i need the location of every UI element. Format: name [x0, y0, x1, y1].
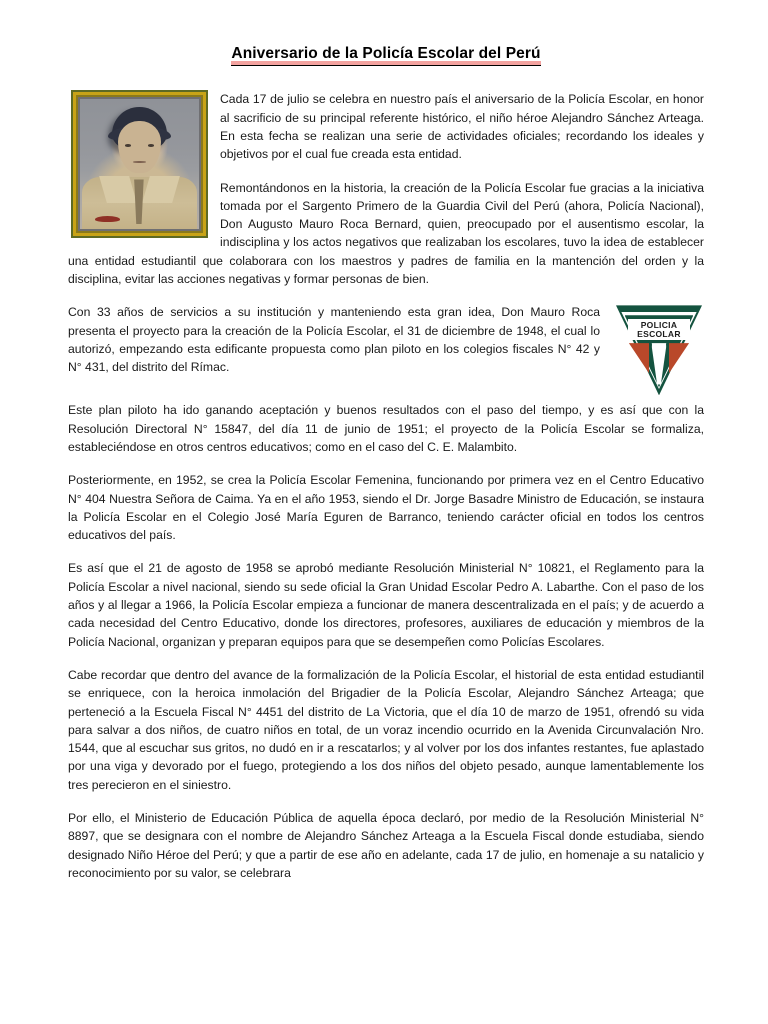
portrait-uniform	[82, 177, 196, 229]
paragraph: Remontándonos en la historia, la creación de la Policía Escolar fue gracias a la iniciativa tomada por el Sargento Primero de la Guardia Civil del Perú (ahora, Policía Nacional), Don Augusto Mauro Roca Bernard, quien, preocupado por el ausentismo escolar, la indisciplina y los actos negativos que realizaban los escolares, tuvo la idea de establecer una entidad estudiantil que colaborara con los maestros y padres de familia en la mantención del orden y la disciplina, evitar las acciones negativas y formar personas de bien.	[68, 180, 704, 287]
logo-wing-right	[669, 343, 689, 374]
document-content	[68, 44, 704, 882]
portrait-photo	[73, 92, 206, 236]
paragraph: Este plan piloto ha ido ganando aceptación y buenos resultados con el paso del tiempo, y es así que con la Resolución Directoral N° 15847, del día 11 de junio de 1951; el proyecto de la Policía Escolar se formaliza, estableciéndose en otros centros educativos; como en el caso del C. E. Malambito.	[68, 403, 704, 454]
portrait-badge-icon	[95, 216, 120, 222]
paragraph: Por ello, el Ministerio de Educación Pública de aquella época declaró, por medio de la Resolución Ministerial N° 8897, que se designara con el nombre de Alejandro Sánchez Arteaga a la Escuela Fiscal donde estudiaba, siendo designado Niño Héroe del Perú; y que a partir de ese año en adelante, cada 17 de julio, en homenaje a su natalicio y reconocimiento por su valor, se celebrara	[68, 810, 704, 880]
paragraph: Posteriormente, en 1952, se crea la Policía Escolar Femenina, funcionando por primera vez en el Centro Educativo N° 404 Nuestra Señora de Caima. Ya en el año 1953, siendo el Dr. Jorge Basadre Ministro de Educación, se instaura la Policía Escolar en el Colegio José María Eguren de Barranco, teniendo carácter oficial en todos los centros educativos del país.	[68, 473, 704, 543]
logo-wing-left	[629, 343, 649, 374]
paragraph: Cabe recordar que dentro del avance de la formalización de la Policía Escolar, el historial de esta entidad estudiantil se enriquece, con la heroica inmolación del Brigadier de la Policía Escolar, Alejandro Sánchez Arteaga; que perteneció a la Escuela Fiscal N° 4451 del distrito de La Victoria, que el día 10 de marzo de 1951, ofrendó su vida para salvar a dos niños, de cuatro niños en total, de un voraz incendio ocurrido en la Avenida Circunvalación Nro. 1544, que al escuchar sus gritos, no dudó en ir a rescatarlos; y al volver por los dos infantes restantes, fue aplastado por una viga y devorado por el fuego, protegiendo a los dos niños del objeto pesado, aunque lamentablemente los tres perecieron en el siniestro.	[68, 667, 704, 792]
portrait-collar-left	[99, 176, 136, 203]
float-clear	[68, 392, 704, 402]
policia-escolar-logo-icon	[616, 305, 702, 395]
page-title	[68, 44, 704, 66]
page-title-text: Aniversario de la Policía Escolar del Perú	[231, 44, 540, 66]
portrait-collar-right	[142, 176, 179, 203]
portrait-frame-inner	[76, 95, 203, 233]
portrait-eye-left	[125, 144, 131, 147]
paragraph: Es así que el 21 de agosto de 1958 se aprobó mediante Resolución Ministerial N° 10821, el Reglamento para la Policía Escolar a nivel nacional, siendo su sede oficial la Gran Unidad Escolar Pedro A. Labarthe. Con el paso de los años y al llegar a 1966, la Policía Escolar empieza a funcionar de manera descentralizada en el país; y de acuerdo a cada necesidad del Centro Educativo, donde los directores, profesores, auxiliares de educación y miembros de la Policía Nacional, organizan y preparan equipos para que se desempeñen como Policías Escolares.	[68, 561, 704, 649]
logo-text-band	[628, 319, 690, 341]
portrait-mouth	[133, 161, 147, 163]
logo-line-1: POLICIA	[640, 320, 678, 331]
logo-line-2: ESCOLAR	[637, 328, 681, 339]
paragraph: Cada 17 de julio se celebra en nuestro país el aniversario de la Policía Escolar, en honor al sacrificio de su principal referente histórico, el niño héroe Alejandro Sánchez Arteaga. En esta fecha se realizan una serie de actividades oficiales; recordando los ideales y objetivos por el cual fue creada esta entidad.	[220, 92, 704, 162]
portrait-face	[118, 121, 161, 173]
portrait-image	[80, 99, 199, 229]
portrait-eye-right	[148, 144, 154, 147]
paragraph: Con 33 años de servicios a su institución y manteniendo esta gran idea, Don Mauro Roca presenta el proyecto para la creación de la Policía Escolar, el 31 de diciembre de 1948, el cual lo autorizó, empezando esta edificante propuesta como plan piloto en los colegios fiscales N° 42 y N° 431, del distrito del Rímac.	[68, 305, 600, 375]
